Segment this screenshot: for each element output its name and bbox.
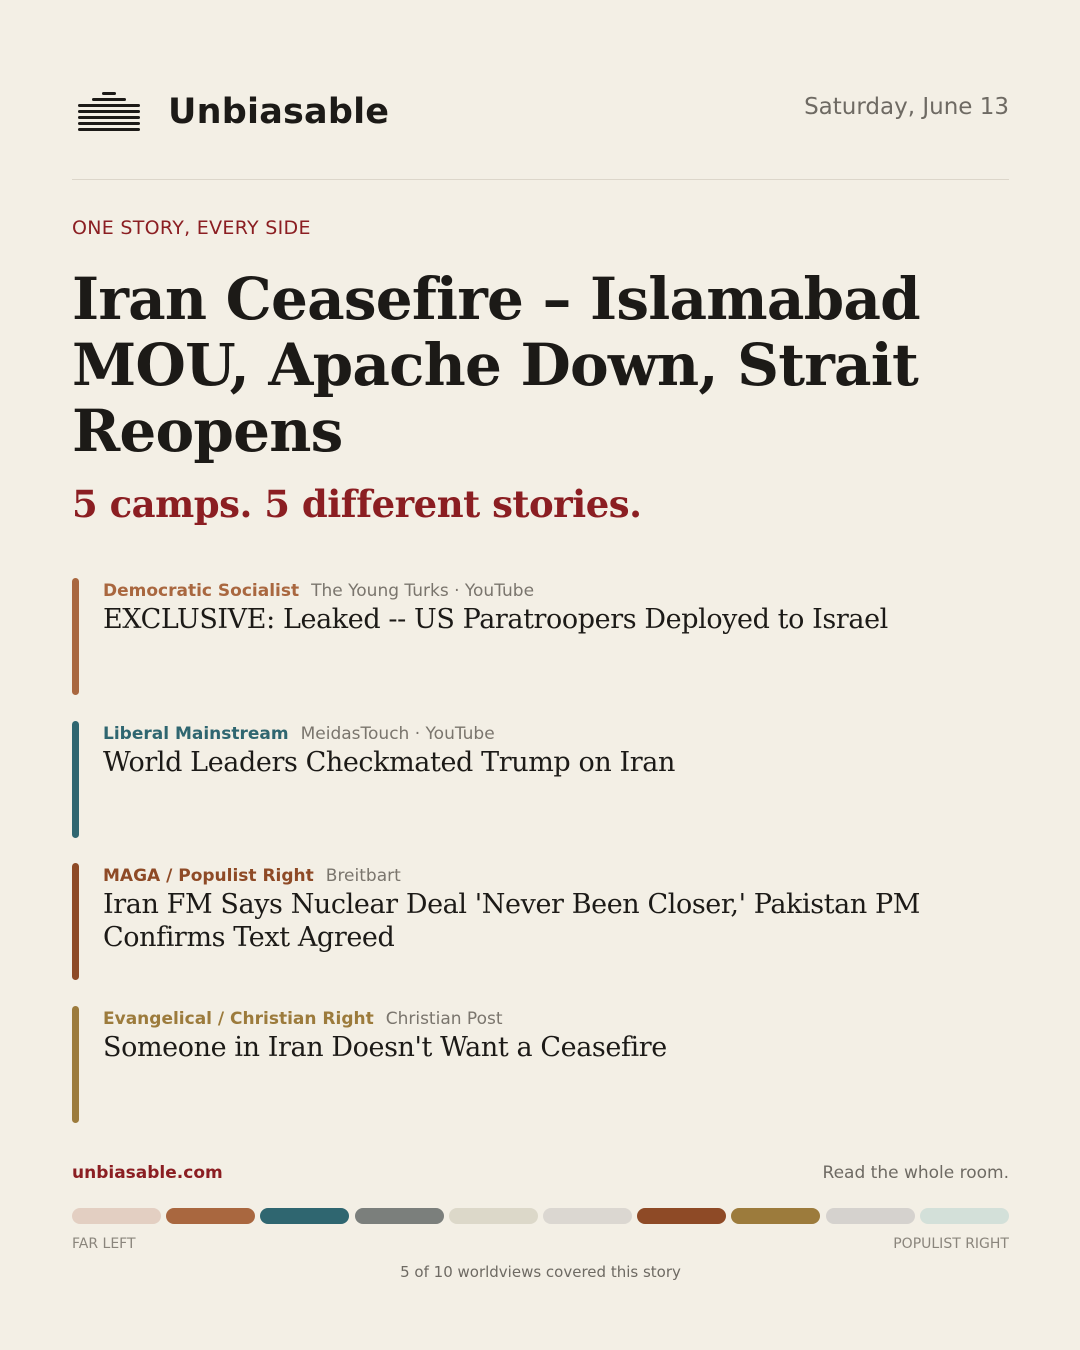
spectrum-segment <box>260 1208 349 1224</box>
source-label: Christian Post <box>385 1009 503 1029</box>
story-item-evangelical-christian-right[interactable] <box>72 1006 1009 1123</box>
story-item-liberal-mainstream[interactable] <box>72 721 1009 838</box>
spectrum-segment <box>449 1208 538 1224</box>
site-link[interactable]: unbiasable.com <box>72 1163 223 1183</box>
spectrum-left-label: FAR LEFT <box>72 1236 136 1252</box>
camp-label: Liberal Mainstream <box>103 724 289 744</box>
stacked-lines-logo-icon <box>78 92 140 132</box>
kicker: ONE STORY, EVERY SIDE <box>72 217 311 239</box>
story-title[interactable]: World Leaders Checkmated Trump on Iran <box>103 747 675 778</box>
worldview-spectrum <box>72 1208 1009 1224</box>
spectrum-segment <box>637 1208 726 1224</box>
spectrum-segment <box>72 1208 161 1224</box>
date: Saturday, June 13 <box>804 94 1009 120</box>
headline: Iran Ceasefire – Islamabad MOU, Apache Down, Strait Reopens <box>72 265 920 465</box>
spectrum-segment <box>355 1208 444 1224</box>
camp-label: Evangelical / Christian Right <box>103 1009 374 1029</box>
story-title[interactable]: EXCLUSIVE: Leaked -- US Paratroopers Deployed to Israel <box>103 604 888 635</box>
spectrum-segment <box>731 1208 820 1224</box>
story-item-democratic-socialist[interactable] <box>72 578 1009 695</box>
story-meta <box>103 724 495 744</box>
story-item-maga-populist-right[interactable] <box>72 863 1009 980</box>
camp-color-bar <box>72 863 79 980</box>
story-title[interactable]: Iran FM Says Nuclear Deal 'Never Been Closer,' Pakistan PM Confirms Text Agreed <box>103 889 921 953</box>
source-label: MeidasTouch · YouTube <box>300 724 495 744</box>
spectrum-segment <box>166 1208 255 1224</box>
camp-color-bar <box>72 578 79 695</box>
tagline: Read the whole room. <box>822 1163 1009 1183</box>
story-meta <box>103 1009 503 1029</box>
source-label: Breitbart <box>325 866 401 886</box>
coverage-note: 5 of 10 worldviews covered this story <box>400 1263 681 1281</box>
source-label: The Young Turks · YouTube <box>311 581 535 601</box>
brand-name: Unbiasable <box>168 92 390 132</box>
header <box>72 86 1009 142</box>
camp-label: Democratic Socialist <box>103 581 300 601</box>
story-card <box>72 0 1009 1350</box>
story-meta <box>103 866 401 886</box>
spectrum-segment <box>543 1208 632 1224</box>
story-meta <box>103 581 534 601</box>
spectrum-segment <box>920 1208 1009 1224</box>
spectrum-segment <box>826 1208 915 1224</box>
header-divider <box>72 179 1009 180</box>
camp-color-bar <box>72 721 79 838</box>
spectrum-right-label: POPULIST RIGHT <box>893 1236 1009 1252</box>
subhead: 5 camps. 5 different stories. <box>72 482 642 526</box>
camp-label: MAGA / Populist Right <box>103 866 314 886</box>
story-title[interactable]: Someone in Iran Doesn't Want a Ceasefire <box>103 1032 667 1063</box>
camp-color-bar <box>72 1006 79 1123</box>
